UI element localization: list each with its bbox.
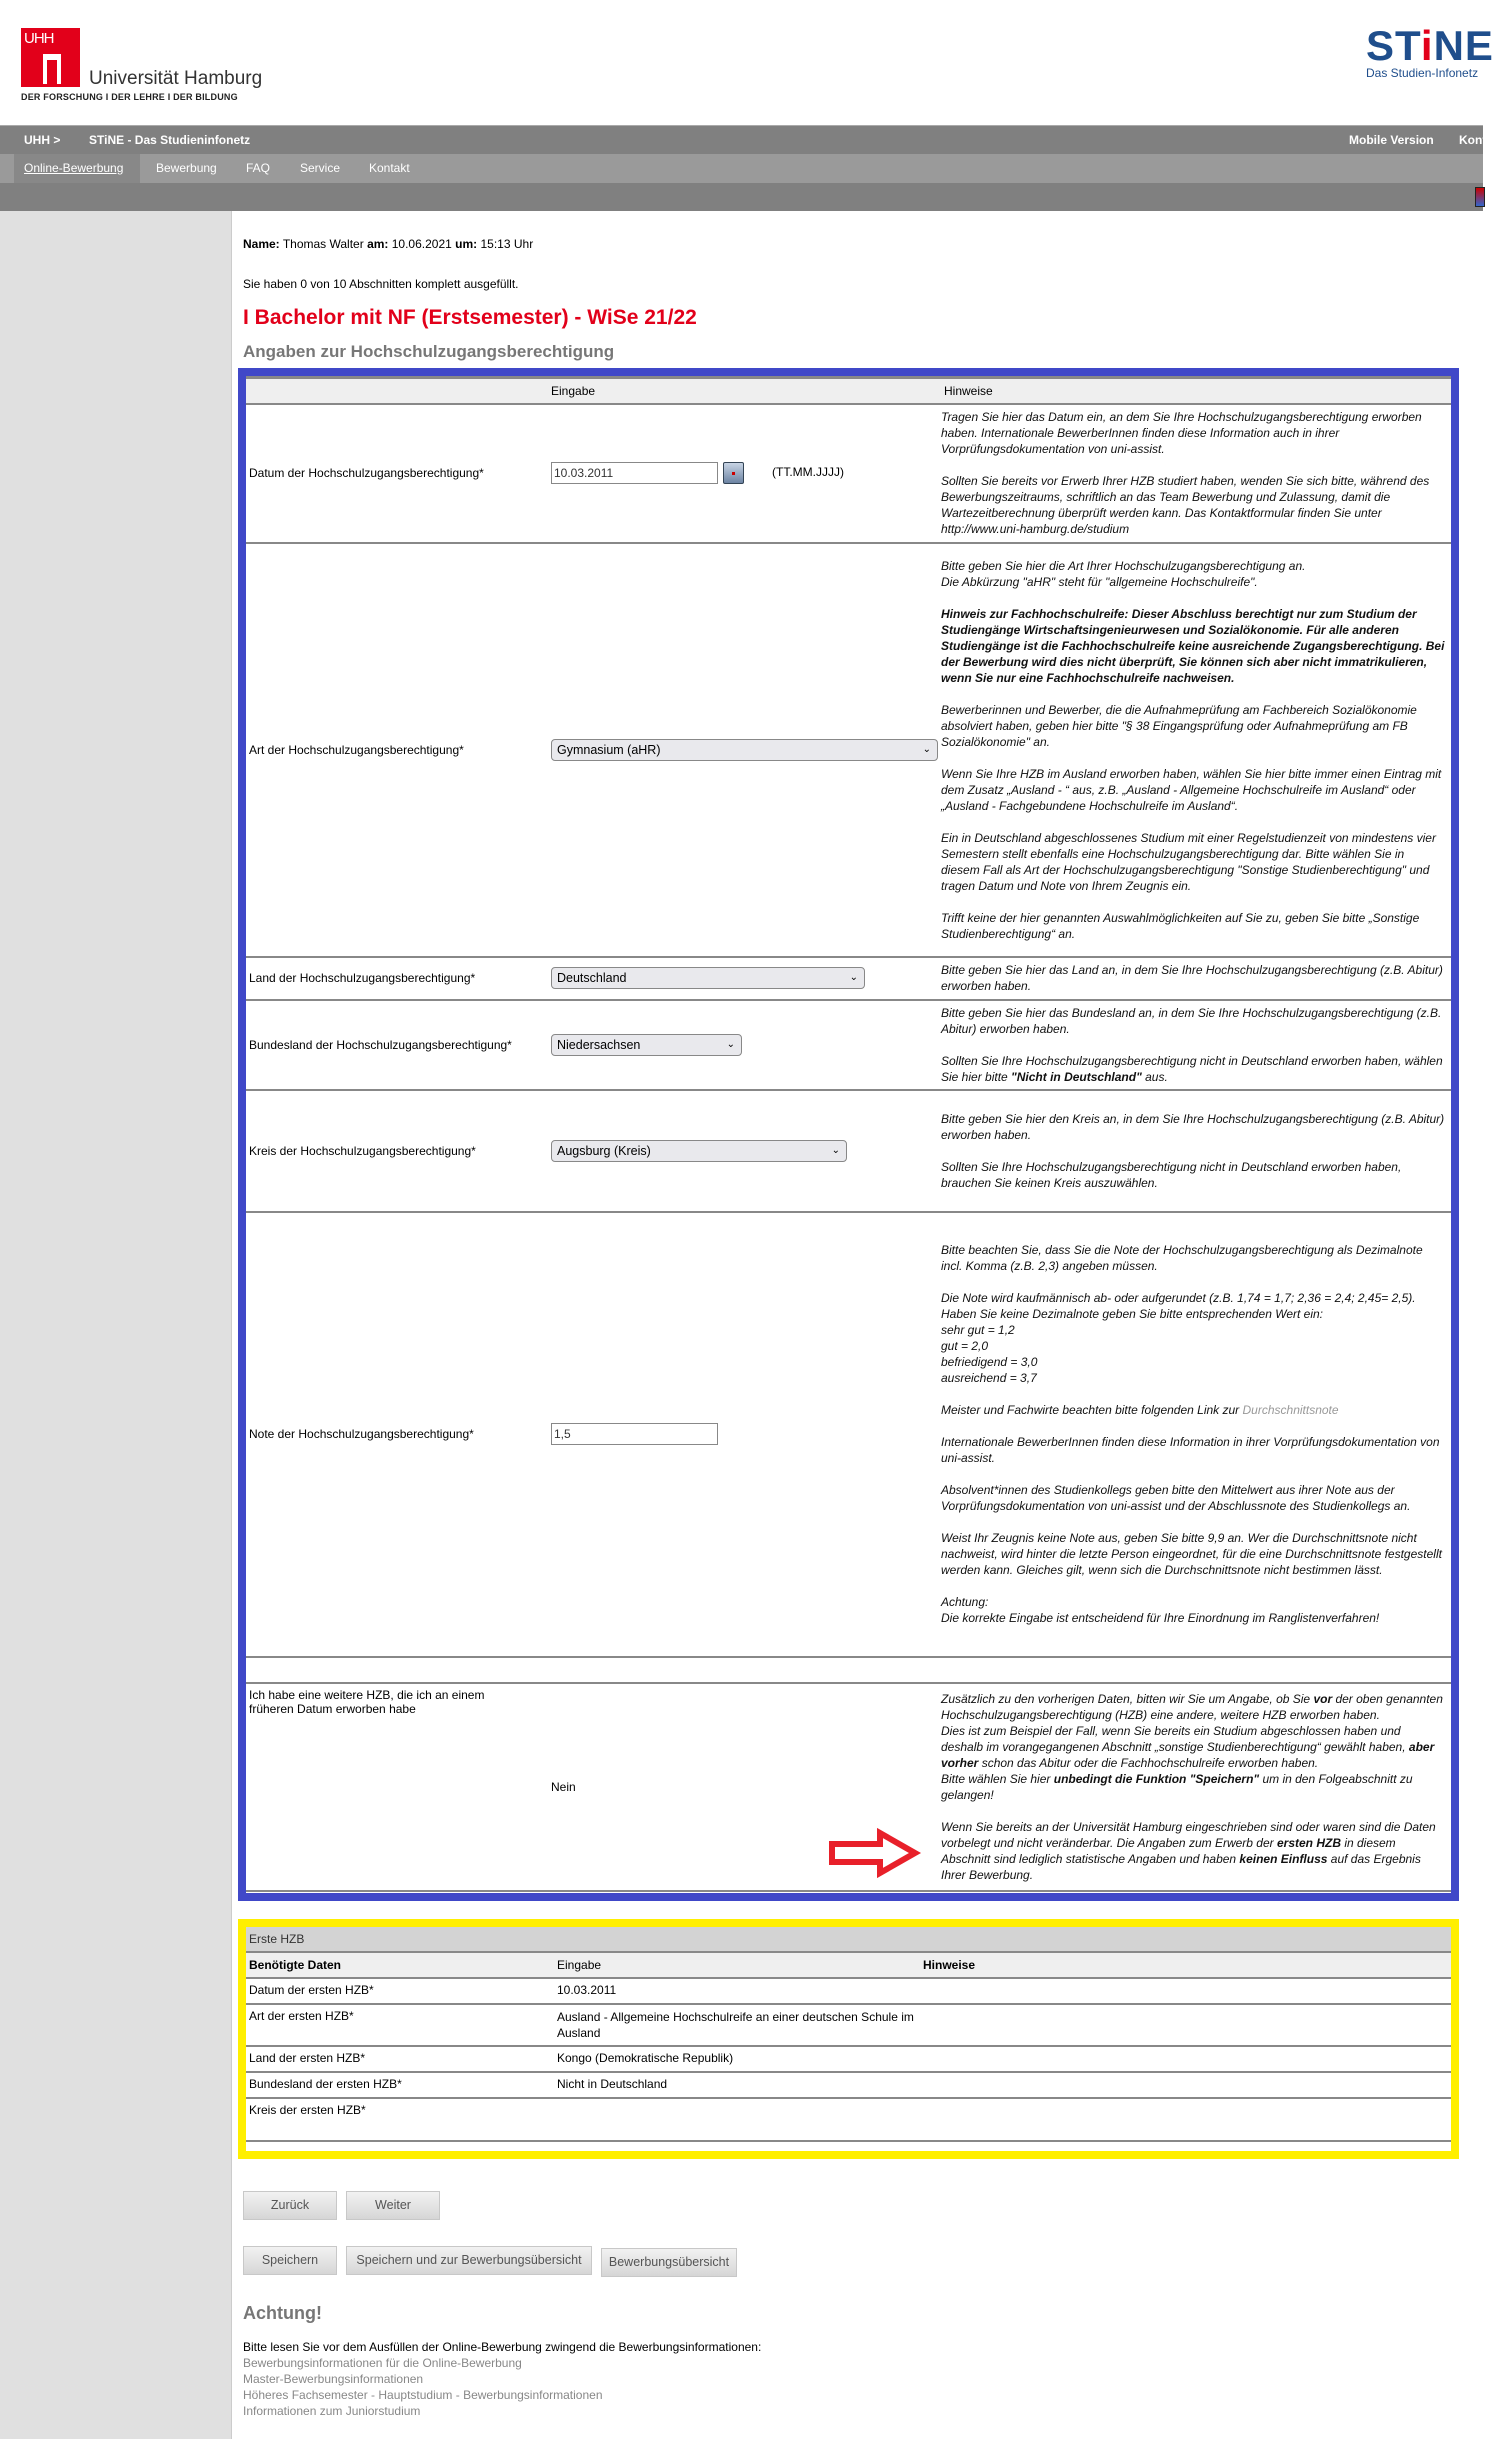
first-hzb-table — [246, 1927, 1451, 2142]
field-label: Bundesland der Hochschulzugangsberechtigung* — [246, 1000, 548, 1090]
uhh-logo[interactable] — [21, 28, 80, 87]
table-row — [246, 2072, 1451, 2098]
session-date: 10.06.2021 — [391, 237, 452, 251]
field-label: Note der Hochschulzugangsberechtigung* — [246, 1212, 548, 1657]
hint-text: um in den Folgeabschnitt zu gelangen! — [941, 1771, 1413, 1802]
save-and-overview-button[interactable]: Speichern und zur Bewerbungsübersicht — [346, 2246, 592, 2275]
hzb-type-select[interactable]: Gymnasium (aHR) ⌄ — [551, 739, 938, 761]
field-label: Land der Hochschulzugangsberechtigung* — [246, 957, 548, 1000]
hint-text: gut = 2,0 — [941, 1339, 989, 1353]
hint-paragraph — [941, 910, 1445, 942]
col-header-input: Eingabe — [548, 378, 941, 404]
progress-text: Sie haben 0 von 10 Abschnitten komplett ausgefüllt. — [243, 277, 519, 291]
table-row-date — [246, 404, 1451, 543]
table-row-state — [246, 1000, 1451, 1090]
table-row — [246, 1978, 1451, 2004]
row-label: Art der ersten HZB* — [246, 2004, 554, 2046]
hzb-country-select[interactable]: Deutschland ⌄ — [551, 967, 865, 989]
row-label: Bundesland der ersten HZB* — [246, 2072, 554, 2098]
hint-text: "Nicht in Deutschland" — [1011, 1069, 1142, 1084]
hint-text: ersten HZB — [1276, 1835, 1341, 1850]
save-button[interactable]: Speichern — [243, 2246, 337, 2275]
info-link-junior[interactable]: Informationen zum Juniorstudium — [243, 2404, 421, 2418]
table-row-district — [246, 1090, 1451, 1212]
hint-paragraph — [941, 606, 1445, 686]
table-row-grade — [246, 1212, 1451, 1657]
stine-subtitle: Das Studien-Infonetz — [1366, 66, 1479, 80]
hint-text: Bewerberinnen und Bewerber, die die Aufnahmeprüfung am Fachbereich Sozialökonomie absolviert haben, geben hier bitte "§ 38 Eingangsprüfung oder Aufnahmeprüfung am FB Sozialökonomie" an. — [941, 702, 1417, 749]
nav-online-bewerbung[interactable]: Online-Bewerbung — [14, 154, 140, 183]
hint-paragraph — [941, 1053, 1445, 1085]
nav-faq[interactable]: FAQ — [246, 161, 271, 175]
hint-text: Ein in Deutschland abgeschlossenes Studium mit einer Regelstudienzeit von mindestens vier Semestern stellt ebenfalls eine Hochschulzugangsberechtigung dar. Bitte wählen Sie in diesem Fall als Art der Hochschulzugangsberechtigung "Sonstige Studienberechtigung" und tragen Datum und Note von Ihrem Zeugnis ein. — [941, 830, 1436, 893]
hint-text: Weist Ihr Zeugnis keine Note aus, geben Sie bitte 9,9 an. Wer die Durchschnittsnote nicht nachweist, wird hinter die letzte Person eingeordnet, für die eine Durchschnittsnote festgestellt werden kann. Gleiches gilt, wenn sich die Durchschnittsnote nicht bestimmen lässt. — [941, 1531, 1442, 1577]
language-flag-icon[interactable] — [1475, 187, 1485, 207]
hint-text: Internationale BewerberInnen finden diese Information in ihrer Vorprüfungsdokumentation von uni-assist. — [941, 1435, 1440, 1465]
uhh-logo-text: UHH — [24, 30, 54, 47]
col-header-hints: Hinweise — [941, 378, 1451, 404]
row-value: Nicht in Deutschland — [554, 2072, 920, 2098]
date-format-hint: (TT.MM.JJJJ) — [772, 465, 844, 480]
hint-paragraph — [941, 1242, 1445, 1274]
hint-paragraph — [941, 1594, 1445, 1626]
chevron-down-icon: ⌄ — [922, 743, 931, 755]
hint-paragraph — [941, 1819, 1445, 1883]
hint-paragraph — [941, 1290, 1445, 1386]
hint-text: Sollten Sie bereits vor Erwerb Ihrer HZB studiert haben, wenden Sie sich bitte, während des Bewerbungszeitraums, schriftlich an das Team Bewerbung und Zulassung, damit die Wartezeitberechnung überprüft werden kann. Das Kontaktformular finden Sie unter http://www.uni-hamburg.de/studium — [941, 474, 1430, 536]
field-label: Kreis der Hochschulzugangsberechtigung* — [246, 1090, 548, 1212]
hint-paragraph — [941, 1482, 1445, 1514]
hint-text: Tragen Sie hier das Datum ein, an dem Sie Ihre Hochschulzugangsberechtigung erworben haben. Internationale BewerberInnen finden diese Information auch in ihrer Vorprüfungsdokumentation von uni-assist. — [941, 410, 1422, 456]
further-hzb-value: Nein — [548, 1683, 941, 1891]
hint-text: Hinweis zur Fachhochschulreife: Dieser Abschluss berechtigt nur zum Studium der Studiengänge Wirtschaftsingenieurwesen und Sozialökonomie. Für alle anderen Studiengänge ist die Fachhochschulreife keine ausreichende Zugangsberechtigung. Bei der Bewerbung wird dies nicht überprüft, Sie können sich aber nicht immatrikulieren, wenn Sie nur eine Fachhochschulreife nachweisen. — [941, 606, 1445, 685]
hint-text: Achtung: — [941, 1595, 989, 1609]
hint-text: aber vorher — [941, 1739, 1435, 1770]
row-value: 10.03.2011 — [554, 1978, 920, 2004]
university-name: Universität Hamburg — [89, 68, 263, 89]
hint-paragraph — [941, 1159, 1445, 1191]
table-row-country — [246, 957, 1451, 1000]
hzb-date-input[interactable]: 10.03.2011 — [551, 462, 718, 484]
breadcrumb-stine[interactable]: STiNE - Das Studieninfonetz — [89, 133, 251, 147]
annotation-arrow-icon — [828, 1829, 920, 1877]
hint-paragraph — [941, 702, 1445, 750]
top-navigation — [0, 125, 1504, 154]
hzb-grade-input[interactable]: 1,5 — [551, 1423, 718, 1445]
overview-button[interactable]: Bewerbungsübersicht — [601, 2248, 737, 2277]
hint-further — [941, 1683, 1451, 1891]
hint-text: Bitte geben Sie hier das Bundesland an, in dem Sie Ihre Hochschulzugangsberechtigung (z.B. Abitur) erworben haben. — [941, 1005, 1442, 1036]
hint-paragraph — [941, 473, 1445, 537]
hint-text: vor — [1313, 1691, 1333, 1706]
durchschnittsnote-link[interactable]: Durchschnittsnote — [1242, 1403, 1339, 1417]
notice-heading: Achtung! — [243, 2303, 322, 2323]
sub-navigation-bar — [0, 183, 1483, 211]
next-button[interactable]: Weiter — [346, 2191, 440, 2220]
user-name: Thomas Walter — [282, 237, 364, 251]
hint-text: Bitte geben Sie hier die Art Ihrer Hochschulzugangsberechtigung an. — [941, 558, 1306, 573]
row-value — [554, 2098, 920, 2141]
hint-text: Sollten Sie Ihre Hochschulzugangsberechtigung nicht in Deutschland erworben haben, wählen Sie hier bitte — [941, 1053, 1443, 1084]
table-caption: Erste HZB — [246, 1927, 1451, 1952]
field-label: Art der Hochschulzugangsberechtigung* — [246, 543, 548, 957]
hint-paragraph — [941, 1434, 1445, 1466]
hint-text: Absolvent*innen des Studienkollegs geben bitte den Mittelwert aus ihrer Note aus der Vorprüfungsdokumentation von uni-assist und der Abschlussnote des Studienkollegs an. — [941, 1483, 1411, 1513]
hint-paragraph — [941, 830, 1445, 894]
hzb-form-highlight — [238, 368, 1459, 1901]
info-link-online[interactable]: Bewerbungsinformationen für die Online-Bewerbung — [243, 2356, 522, 2370]
hint-text: Bitte beachten Sie, dass Sie die Note der Hochschulzugangsberechtigung als Dezimalnote incl. Komma (z.B. 2,3) angeben müssen. — [941, 1243, 1423, 1273]
hint-text: ausreichend = 3,7 — [941, 1371, 1037, 1385]
hint-paragraph — [941, 766, 1445, 814]
calendar-icon[interactable] — [723, 462, 744, 484]
hint-text: Die Abkürzung "aHR" steht für "allgemeine Hochschulreife". — [941, 574, 1258, 589]
row-value: Ausland - Allgemeine Hochschulreife an einer deutschen Schule im Ausland — [554, 2004, 920, 2046]
hint-text: Trifft keine der hier genannten Auswahlmöglichkeiten auf Sie zu, geben Sie bitte „Sonstige Studienberechtigung“ an. — [941, 910, 1420, 941]
sidebar — [0, 211, 231, 2439]
stine-logo[interactable]: STiNE — [1366, 22, 1494, 69]
mobile-version-link[interactable]: Mobile Version — [1349, 133, 1434, 147]
hint-text: Dies ist zum Beispiel der Fall, wenn Sie bereits ein Studium abgeschlossen haben und deshalb im vorangegangenen Abschnitt „sonstige Studienberechtigung“ gewählt haben, — [941, 1723, 1409, 1754]
site-header — [0, 0, 1494, 125]
hint-paragraph — [941, 558, 1445, 590]
hint-text: sehr gut = 1,2 — [941, 1323, 1015, 1337]
hint-paragraph — [941, 1111, 1445, 1143]
table-row — [246, 2098, 1451, 2141]
back-button[interactable]: Zurück — [243, 2191, 337, 2220]
hint-text: Bitte geben Sie hier das Land an, in dem Sie Ihre Hochschulzugangsberechtigung (z.B. Abitur) erworben haben. — [941, 963, 1443, 993]
hint-text: in diesem Abschnitt sind lediglich statistische Angaben und haben — [941, 1835, 1396, 1866]
hint-text: befriedigend = 3,0 — [941, 1355, 1038, 1369]
hint-paragraph — [941, 1691, 1445, 1803]
field-label: Ich habe eine weitere HZB, die ich an einem früheren Datum erworben habe — [246, 1683, 548, 1891]
section-title: Angaben zur Hochschulzugangsberechtigung — [243, 342, 615, 361]
table-row-spacer — [246, 1657, 1451, 1683]
hzb-state-select[interactable]: Niedersachsen ⌄ — [551, 1034, 742, 1056]
hint-text: Zusätzlich zu den vorherigen Daten, bitten wir Sie um Angabe, ob Sie — [941, 1691, 1314, 1706]
info-link-master[interactable]: Master-Bewerbungsinformationen — [243, 2372, 424, 2386]
first-hzb-highlight — [238, 1919, 1459, 2159]
row-value: Kongo (Demokratische Republik) — [554, 2046, 920, 2072]
user-info: Name: Thomas Walter am: 10.06.2021 um: 15:13 Uhr — [243, 237, 534, 251]
hint-text: Die korrekte Eingabe ist entscheidend für Ihre Einordnung im Ranglistenverfahren! — [941, 1611, 1380, 1625]
main-content — [231, 211, 1483, 2439]
hint-text: Wenn Sie bereits an der Universität Hamburg eingeschrieben sind oder waren sind die Daten vorbelegt und nicht veränderbar. Die Angaben zum Erwerb der — [941, 1819, 1436, 1850]
info-link-higher-semester[interactable]: Höheres Fachsemester - Hauptstudium - Bewerbungsinformationen — [243, 2388, 603, 2402]
col-header: Benötigte Daten — [246, 1952, 554, 1978]
hzb-form-table — [246, 376, 1451, 1892]
hint-text: Wenn Sie Ihre HZB im Ausland erworben haben, wählen Sie hier bitte immer einen Eintrag mit dem Zusatz „Ausland - “ aus, z.B. „Ausland - Allgemeine Hochschulreife im Ausland“ oder „Ausland - Fachgebundene Hochschulreife im Ausland“. — [941, 766, 1442, 813]
session-time: 15:13 Uhr — [480, 237, 534, 251]
hint-text: Haben Sie keine Dezimalnote geben Sie bitte entsprechenden Wert ein: — [941, 1307, 1324, 1321]
col-header: Eingabe — [554, 1952, 920, 1978]
hint-paragraph — [941, 1530, 1445, 1578]
hint-district — [941, 1090, 1451, 1212]
hint-paragraph — [941, 1005, 1445, 1037]
table-row — [246, 2004, 1451, 2046]
page-title: I Bachelor mit NF (Erstsemester) - WiSe 21/22 — [243, 306, 697, 329]
table-header-row — [246, 378, 1451, 404]
field-label: Datum der Hochschulzugangsberechtigung* — [246, 404, 548, 543]
breadcrumb-uhh[interactable]: UHH > — [24, 133, 61, 147]
hint-paragraph — [941, 1402, 1445, 1418]
table-header-row — [246, 1952, 1451, 1978]
hint-text: auf das Ergebnis Ihrer Bewerbung. — [941, 1851, 1421, 1882]
contact-link[interactable]: Kontakt — [1459, 133, 1504, 147]
col-header: Hinweise — [920, 1952, 1451, 1978]
nav-kontakt[interactable]: Kontakt — [369, 161, 410, 175]
university-claim: DER FORSCHUNG I DER LEHRE I DER BILDUNG — [21, 92, 238, 102]
chevron-down-icon: ⌄ — [849, 972, 858, 983]
table-row — [246, 2046, 1451, 2072]
hzb-district-select[interactable]: Augsburg (Kreis) ⌄ — [551, 1140, 847, 1162]
chevron-down-icon: ⌄ — [831, 1144, 840, 1156]
table-row-type — [246, 543, 1451, 957]
hint-paragraph — [941, 409, 1445, 457]
hint-text: Meister und Fachwirte beachten bitte folgenden Link zur — [941, 1403, 1243, 1417]
hint-country — [941, 957, 1451, 1000]
hint-date — [941, 404, 1451, 543]
castle-icon — [43, 54, 61, 84]
hint-text: aus. — [1141, 1069, 1168, 1084]
hint-text: Sollten Sie Ihre Hochschulzugangsberechtigung nicht in Deutschland erworben haben, brauchen Sie keinen Kreis auszuwählen. — [941, 1159, 1402, 1190]
notice-text: Bitte lesen Sie vor dem Ausfüllen der Online-Bewerbung zwingend die Bewerbungsinformationen: — [243, 2340, 762, 2354]
hint-type — [941, 543, 1451, 957]
hint-paragraph — [941, 962, 1445, 994]
row-label: Land der ersten HZB* — [246, 2046, 554, 2072]
hint-grade — [941, 1212, 1451, 1657]
hint-state — [941, 1000, 1451, 1090]
hint-text: keinen Einfluss — [1239, 1851, 1328, 1866]
row-label: Kreis der ersten HZB* — [246, 2098, 554, 2141]
nav-bewerbung[interactable]: Bewerbung — [156, 161, 217, 175]
hint-text: Bitte wählen Sie hier — [941, 1771, 1054, 1786]
hint-text: Die Note wird kaufmännisch ab- oder aufgerundet (z.B. 1,74 = 1,7; 2,36 = 2,4; 2,45= 2,5). — [941, 1291, 1416, 1305]
hint-text: schon das Abitur oder die Fachhochschulreife erworben haben. — [978, 1755, 1319, 1770]
hint-text: Bitte geben Sie hier den Kreis an, in dem Sie Ihre Hochschulzugangsberechtigung (z.B. Abitur) erworben haben. — [941, 1111, 1445, 1142]
chevron-down-icon: ⌄ — [726, 1038, 735, 1050]
hint-text: der oben genannten Hochschulzugangsberechtigung (HZB) eine andere, weitere HZB erworben haben. — [941, 1691, 1443, 1722]
hint-text: unbedingt die Funktion "Speichern" — [1053, 1771, 1260, 1786]
row-label: Datum der ersten HZB* — [246, 1978, 554, 2004]
main-navigation — [0, 154, 1483, 183]
nav-service[interactable]: Service — [300, 161, 341, 175]
